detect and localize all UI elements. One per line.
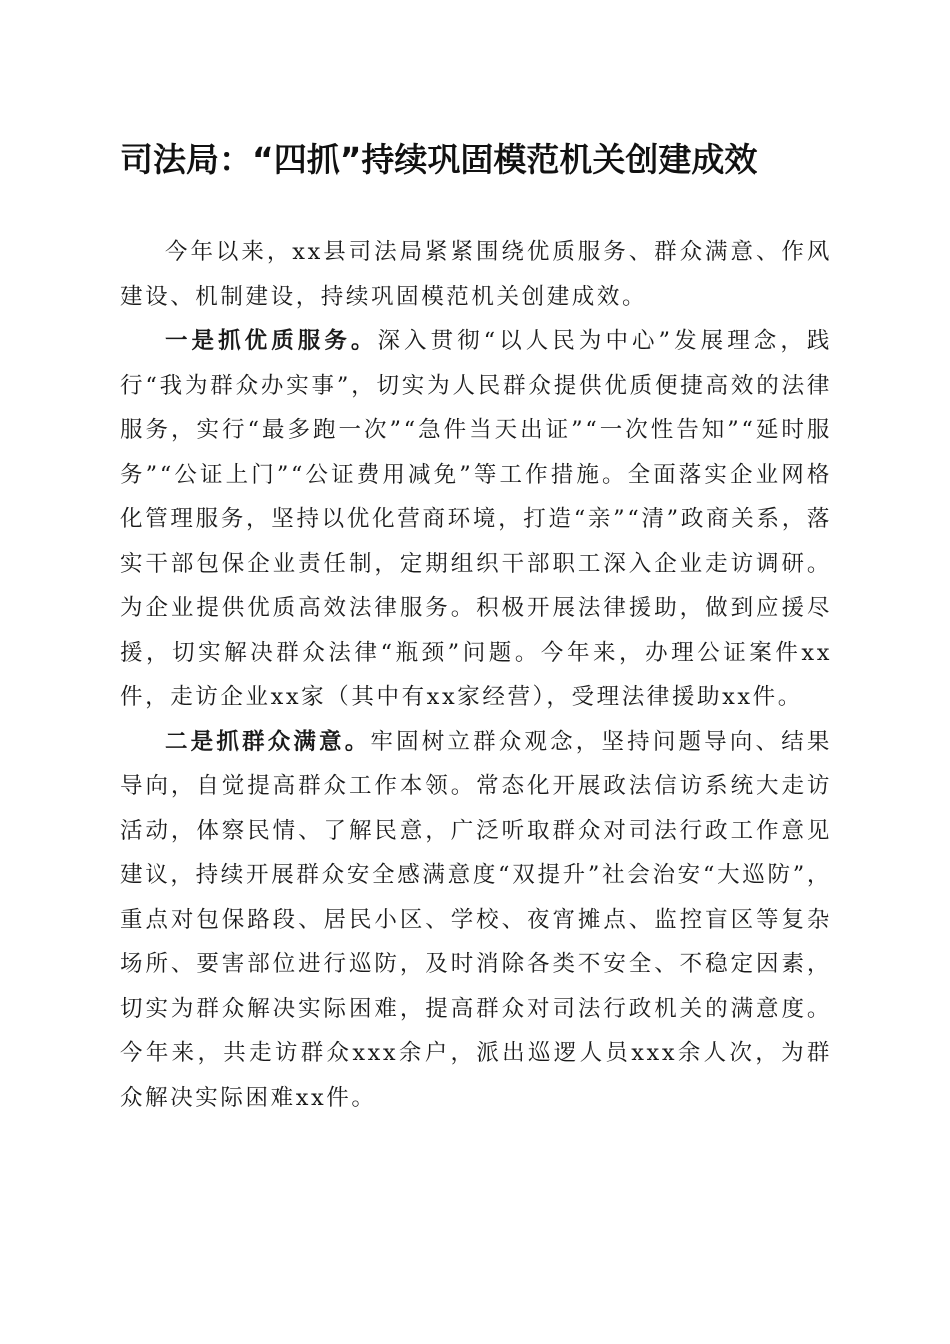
paragraph-public-satisfaction	[120, 720, 832, 1121]
paragraph-quality-service	[120, 319, 832, 720]
document-body	[120, 230, 832, 1120]
paragraph-public-satisfaction-text: 牢固树立群众观念，坚持问题导向、结果导向，自觉提高群众工作本领。常态化开展政法信访系统大走访活动，体察民情、了解民意，广泛听取群众对司法行政工作意见建议，持续开展群众安全感满意度“双提升”社会治安“大巡防”，重点对包保路段、居民小区、学校、夜宵摊点、监控盲区等复杂场所、要害部位进行巡防，及时消除各类不安全、不稳定因素，切实为群众解决实际困难，提高群众对司法行政机关的满意度。今年来，共走访群众xxx余户，派出巡逻人员xxx余人次，为群众解决实际困难xx件。	[120, 728, 832, 1111]
paragraph-quality-service-text: 深入贯彻“以人民为中心”发展理念，践行“我为群众办实事”，切实为人民群众提供优质便捷高效的法律服务，实行“最多跑一次”“急件当天出证”“一次性告知”“延时服务”“公证上门”“公证费用减免”等工作措施。全面落实企业网格化管理服务，坚持以优化营商环境，打造“亲”“清”政商关系，落实干部包保企业责任制，定期组织干部职工深入企业走访调研。为企业提供优质高效法律服务。积极开展法律援助，做到应援尽援，切实解决群众法律“瓶颈”问题。今年来，办理公证案件xx件，走访企业xx家（其中有xx家经营），受理法律援助xx件。	[120, 328, 832, 710]
document-title: 司法局：“四抓”持续巩固模范机关创建成效	[120, 140, 758, 179]
paragraph-quality-service-heading: 一是抓优质服务。	[165, 328, 378, 354]
paragraph-intro	[120, 230, 832, 319]
paragraph-public-satisfaction-heading: 二是抓群众满意。	[165, 728, 371, 755]
paragraph-intro-text: 今年以来，xx县司法局紧紧围绕优质服务、群众满意、作风建设、机制建设，持续巩固模范机关创建成效。	[120, 239, 832, 310]
